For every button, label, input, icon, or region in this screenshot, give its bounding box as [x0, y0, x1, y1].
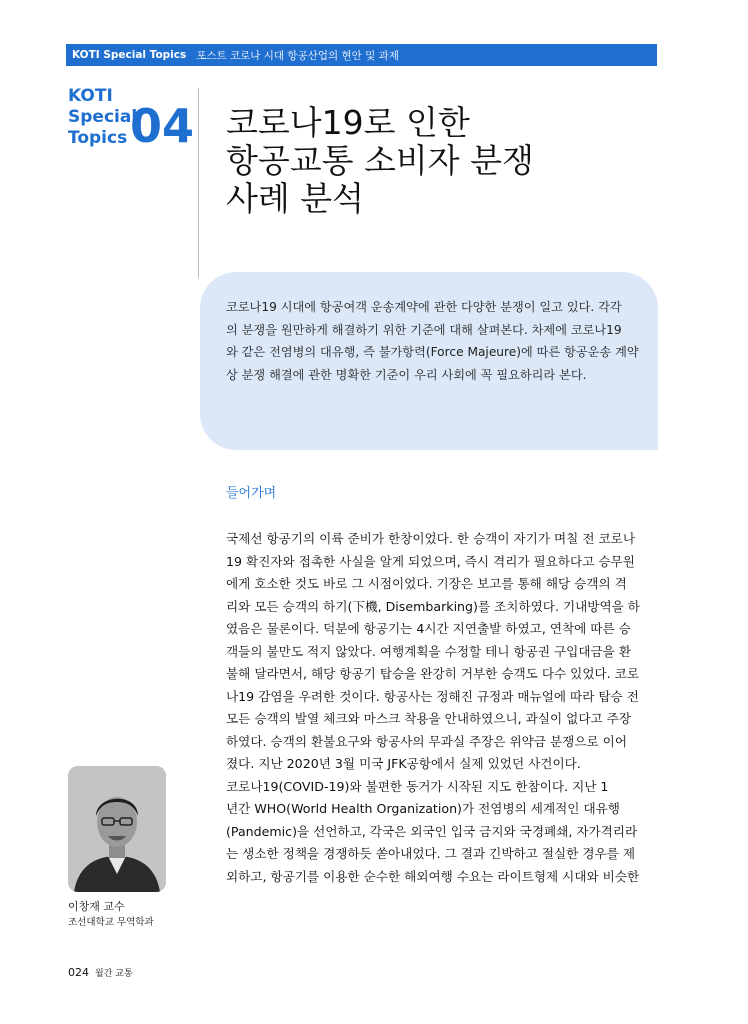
body-line: 였음은 물론이다. 덕분에 항공기는 4시간 지연출발 하였고, 연착에 따른 승	[226, 621, 631, 636]
body-line: 외하고, 항공기를 이용한 순수한 해외여행 수요는 라이트형제 시대와 비슷한	[226, 868, 640, 884]
page-number: 024	[68, 966, 89, 979]
body-line: 리와 모든 승객의 하기(下機, Disembarking)를 조치하였다. 기내방역을 하	[226, 598, 640, 614]
body-line: 객들의 불만도 적지 않았다. 여행계획을 수정할 테니 항공권 구입대금을 환	[226, 643, 631, 659]
body-text	[226, 528, 658, 888]
body-line: (Pandemic)을 선언하고, 각국은 외국인 입국 금지와 국경폐쇄, 자가격리라	[226, 823, 638, 839]
abstract-line: 상 분쟁 해결에 관한 명확한 기준이 우리 사회에 꼭 필요하리라 본다.	[226, 367, 587, 382]
body-line: 는 생소한 정책을 경쟁하듯 쏟아내었다. 그 결과 긴박하고 절실한 경우를 제	[226, 846, 636, 861]
magazine-name: 월간 교통	[95, 969, 133, 979]
body-line: 모든 승객의 발열 체크와 마스크 착용을 안내하였으니, 과실이 없다고 주장	[226, 711, 631, 726]
title-line: 사례 분석	[226, 179, 365, 218]
body-line: 불해 달라면서, 해당 항공기 탑승을 완강히 거부한 승객도 다수 있었다. 코로	[226, 666, 640, 681]
page-footer	[68, 966, 133, 979]
author-portrait-icon	[68, 766, 166, 892]
author-name: 이창재 교수	[68, 900, 125, 913]
abstract-box	[200, 272, 658, 450]
divider	[198, 88, 199, 278]
body-line: 에게 호소한 것도 바로 그 시점이었다. 기장은 보고를 통해 해당 승객의 격	[226, 576, 627, 591]
article-title	[226, 104, 534, 218]
author-photo	[68, 766, 166, 892]
abstract-line: 의 분쟁을 원만하게 해결하기 위한 기준에 대해 살펴본다. 차제에 코로나19	[226, 322, 622, 337]
abstract-line: 코로나19 시대에 항공여객 운송계약에 관한 다양한 분쟁이 일고 있다. 각각	[226, 300, 622, 314]
author-affiliation: 조선대학교 무역학과	[68, 917, 154, 928]
series-label: KOTI Special Topics	[72, 49, 187, 61]
abstract-line: 와 같은 전염병의 대유행, 즉 불가항력(Force Majeure)에 따른 항공운송 계약	[226, 345, 639, 359]
article-number: 04	[130, 99, 195, 153]
body-line: 19 확진자와 접촉한 사실을 알게 되었으며, 즉시 격리가 필요하다고 승무원	[226, 553, 635, 569]
koti-special-topics-logo	[68, 86, 137, 149]
title-line: 코로나19로 인한	[226, 103, 470, 142]
topic-label: 포스트 코로나 시대 항공산업의 현안 및 과제	[196, 49, 399, 62]
body-line: 나19 감염을 우려한 것이다. 항공사는 정해진 규정과 매뉴얼에 따라 탑승 전	[226, 688, 639, 704]
body-line: 졌다. 지난 2020년 3월 미국 JFK공항에서 실제 있었던 사건이다.	[226, 756, 581, 771]
logo-line-1: KOTI	[68, 86, 113, 106]
body-line: 년간 WHO(World Health Organization)가 전염병의 세계적인 대유행	[226, 801, 620, 816]
body-line: 하였다. 승객의 환불요구와 항공사의 무과실 주장은 위약금 분쟁으로 이어	[226, 733, 627, 749]
logo-line-2: Special	[68, 107, 138, 127]
header-bar	[66, 44, 657, 66]
section-heading: 들어가며	[226, 486, 277, 501]
body-line: 코로나19(COVID-19)와 불편한 동거가 시작된 지도 한참이다. 지난 1	[226, 778, 609, 794]
logo-line-3: Topics	[68, 128, 128, 148]
title-line: 항공교통 소비자 분쟁	[226, 141, 534, 180]
body-line: 국제선 항공기의 이륙 준비가 한창이었다. 한 승객이 자기가 며칠 전 코로나	[226, 531, 636, 546]
